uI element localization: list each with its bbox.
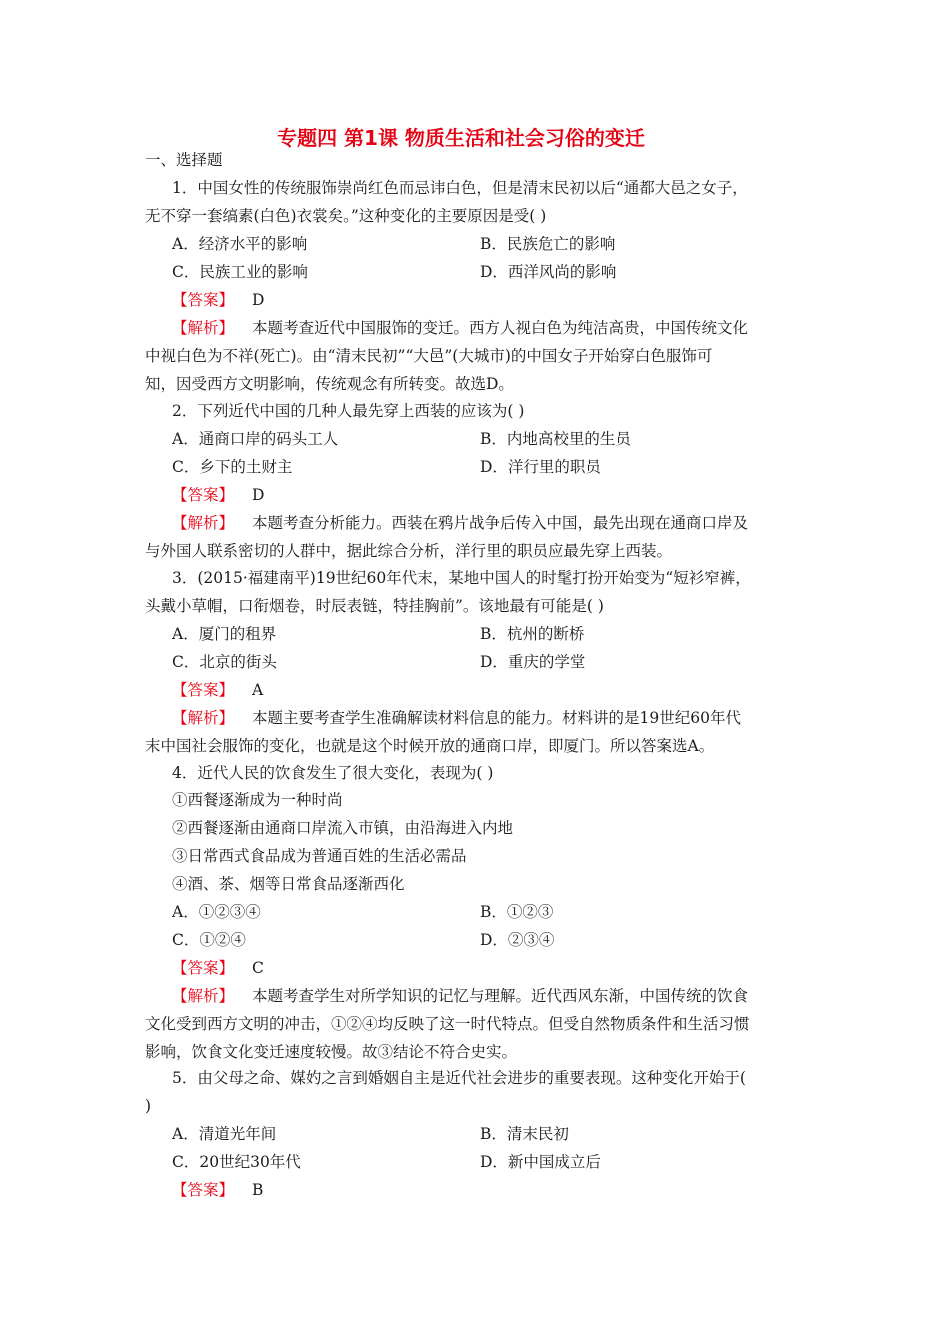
question-4-analysis-line-1: 【解析】 本题考查学生对所学知识的记忆与理解。近代西风东渐，中国传统的饮食: [172, 987, 749, 1005]
answer-tag: 【答案】: [172, 291, 235, 309]
question-5-stem-line-2: ): [145, 1097, 152, 1115]
question-4-stem-line-1: 4．近代人民的饮食发生了很大变化，表现为( ): [172, 764, 494, 782]
question-5-stem-line-1: 5．由父母之命、媒妁之言到婚姻自主是近代社会进步的重要表现。这种变化开始于(: [172, 1069, 746, 1087]
question-3-analysis-line-2: 末中国社会服饰的变化，也就是这个时候开放的通商口岸，即厦门。所以答案选A。: [145, 737, 715, 755]
question-4-item-1: ①西餐逐渐成为一种时尚: [172, 791, 343, 809]
question-4-item-2: ②西餐逐渐由通商口岸流入市镇，由沿海进入内地: [172, 819, 514, 837]
question-1-option-d: D．西洋风尚的影响: [480, 263, 617, 281]
page-title: 专题四 第1课 物质生活和社会习俗的变迁: [277, 126, 645, 150]
question-2-option-c: C．乡下的土财主: [172, 458, 293, 476]
question-3-stem-line-2: 头戴小草帽，口衔烟卷，时辰表链，特挂胸前”。该地最有可能是( ): [145, 597, 604, 615]
question-3-option-b: B．杭州的断桥: [480, 625, 585, 643]
question-3-option-a: A．厦门的租界: [172, 625, 277, 643]
question-4-answer: 【答案】 C: [172, 959, 264, 977]
question-2-analysis-line-1: 【解析】 本题考查分析能力。西装在鸦片战争后传入中国，最先出现在通商口岸及: [172, 514, 749, 532]
question-3-analysis-line-1: 【解析】 本题主要考查学生准确解读材料信息的能力。材料讲的是19世纪60年代: [172, 709, 741, 727]
question-1-option-c: C．民族工业的影响: [172, 263, 308, 281]
question-4-option-c: C．①②④: [172, 931, 246, 949]
question-3-option-d: D．重庆的学堂: [480, 653, 586, 671]
question-5-option-c: C．20世纪30年代: [172, 1153, 301, 1171]
question-4-analysis-line-2: 文化受到西方文明的冲击，①②④均反映了这一时代特点。但受自然物质条件和生活习惯: [145, 1015, 750, 1033]
question-4-analysis-line-3: 影响，饮食文化变迁速度较慢。故③结论不符合史实。: [145, 1043, 518, 1061]
question-4-item-3: ③日常西式食品成为普通百姓的生活必需品: [172, 847, 467, 865]
question-3-answer: 【答案】 A: [172, 681, 264, 699]
question-4-option-b: B．①②③: [480, 903, 554, 921]
question-4-item-4: ④酒、茶、烟等日常食品逐渐西化: [172, 875, 405, 893]
question-2-option-b: B．内地高校里的生员: [480, 430, 631, 448]
question-3-stem-line-1: 3．(2015·福建南平)19世纪60年代末，某地中国人的时髦打扮开始变为“短衫窄裤，: [172, 569, 751, 587]
question-2-answer: 【答案】 D: [172, 486, 265, 504]
question-4-option-d: D．②③④: [480, 931, 555, 949]
question-5-option-d: D．新中国成立后: [480, 1153, 601, 1171]
question-1-stem-line-2: 无不穿一套缟素(白色)衣裳矣。”这种变化的主要原因是受( ): [145, 207, 547, 225]
question-1-answer: [172, 290, 264, 310]
question-1-analysis-line-3: 知，因受西方文明影响，传统观念有所转变。故选D。: [145, 375, 514, 393]
question-2-stem-line-1: 2．下列近代中国的几种人最先穿上西装的应该为( ): [172, 402, 525, 420]
question-1-analysis-line-1: 【解析】 本题考查近代中国服饰的变迁。西方人视白色为纯洁高贵，中国传统文化: [172, 319, 749, 337]
question-5-option-b: B．清末民初: [480, 1125, 569, 1143]
question-3-option-c: C．北京的街头: [172, 653, 277, 671]
question-1-analysis-line-2: 中视白色为不祥(死亡)。由“清末民初”“大邑”(大城市)的中国女子开始穿白色服饰可: [145, 347, 713, 365]
question-4-option-a: A．①②③④: [172, 903, 261, 921]
analysis-tag: 【解析】: [172, 319, 235, 337]
question-1-option-b: B．民族危亡的影响: [480, 235, 616, 253]
question-1-stem-line-1: 1．中国女性的传统服饰崇尚红色而忌讳白色，但是清末民初以后“通都大邑之女子，: [172, 179, 748, 197]
question-5-option-a: A．清道光年间: [172, 1125, 277, 1143]
section-heading: 一、选择题: [145, 151, 223, 169]
question-2-option-d: D．洋行里的职员: [480, 458, 601, 476]
question-2-analysis-line-2: 与外国人联系密切的人群中，据此综合分析，洋行里的职员应最先穿上西装。: [145, 542, 673, 560]
question-1-option-a: A．经济水平的影响: [172, 235, 308, 253]
question-2-option-a: A．通商口岸的码头工人: [172, 430, 339, 448]
answer-value: D: [252, 291, 265, 309]
question-5-answer: 【答案】 B: [172, 1181, 264, 1199]
